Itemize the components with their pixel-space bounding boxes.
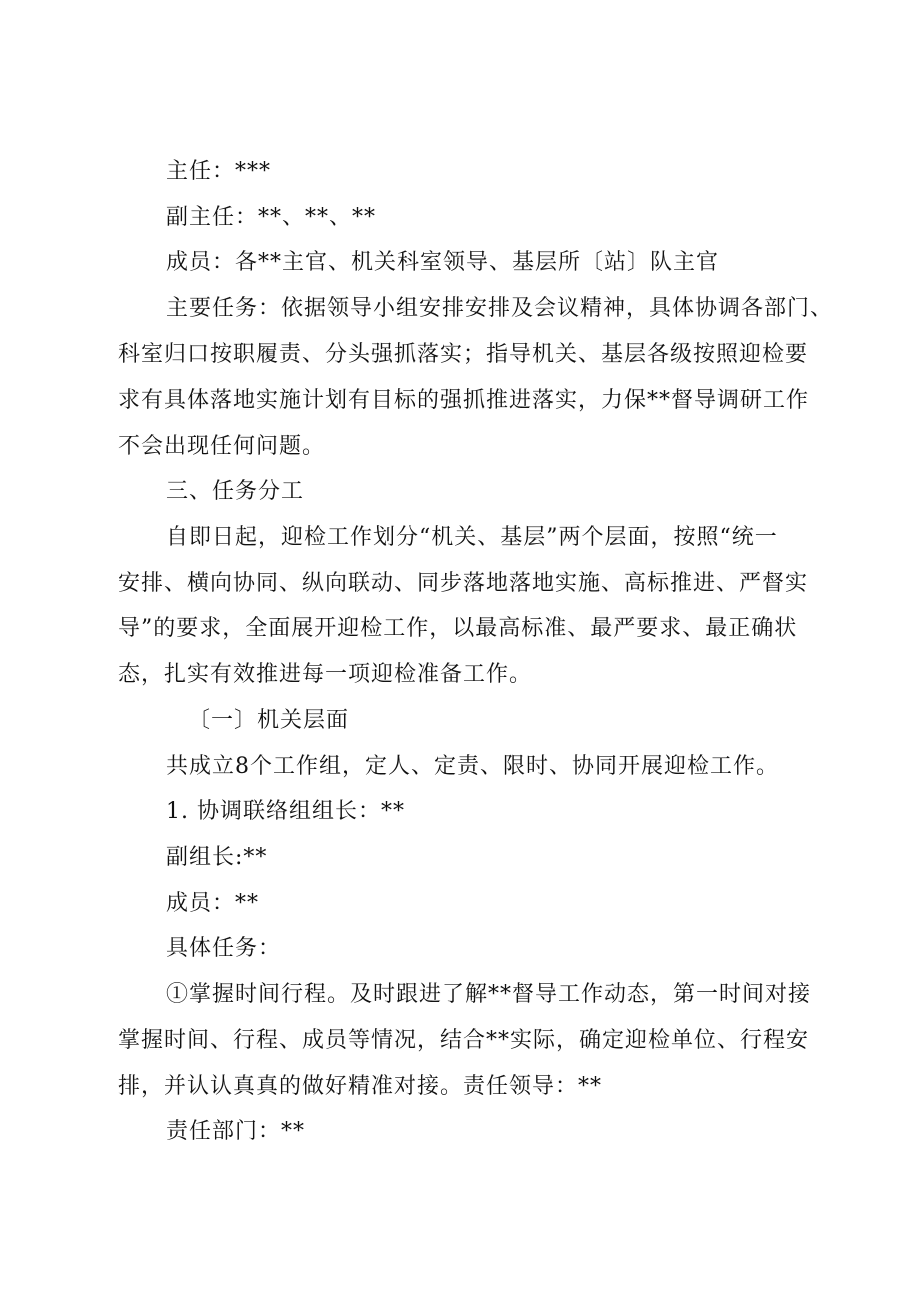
main-tasks-paragraph: 科室归口按职履责、分头强抓落实；指导机关、基层各级按照迎检要	[118, 342, 809, 367]
deputy-leader-line: 副组长:**	[166, 845, 268, 870]
specific-tasks-heading: 具体任务：	[166, 936, 282, 961]
task-item-paragraph: ①掌握时间行程。及时跟进了解**督导工作动态，第一时间对接	[166, 982, 812, 1007]
task-item-paragraph: 掌握时间、行程、成员等情况，结合**实际，确定迎检单位、行程安	[118, 1028, 810, 1053]
group-members-line: 成员：**	[166, 891, 260, 916]
subsection-heading: 〔一〕机关层面	[188, 708, 350, 733]
deputy-director-line: 副主任：**、**、**	[166, 205, 377, 230]
intro-paragraph: 态，扎实有效推进每一项迎检准备工作。	[118, 662, 533, 687]
members-line: 成员：各**主官、机关科室领导、基层所〔站〕队主官	[166, 250, 720, 275]
intro-paragraph: 自即日起，迎检工作划分“机关、基层”两个层面，按照“统一	[166, 525, 778, 550]
intro-paragraph: 安排、横向协同、纵向联动、同步落地落地实施、高标推进、严督实	[118, 571, 809, 596]
task-item-paragraph: 排，并认认真真的做好精准对接。责任领导：**	[118, 1074, 603, 1099]
group-leader-line: 1. 协调联络组组长：**	[166, 799, 405, 824]
groups-paragraph: 共成立8个工作组，定人、定责、限时、协同开展迎检工作。	[166, 754, 779, 779]
director-line: 主任：***	[166, 159, 272, 184]
intro-paragraph: 导”的要求，全面展开迎检工作，以最高标准、最严要求、最正确状	[118, 616, 798, 641]
responsible-dept-line: 责任部门：**	[166, 1119, 306, 1144]
main-tasks-paragraph: 不会出现任何问题。	[118, 434, 326, 459]
section-heading: 三、任务分工	[166, 479, 305, 504]
main-tasks-paragraph: 主要任务：依据领导小组安排安排及会议精神，具体协调各部门、	[166, 296, 834, 321]
main-tasks-paragraph: 求有具体落地实施计划有目标的强抓推进落实，力保**督导调研工作	[118, 388, 810, 413]
